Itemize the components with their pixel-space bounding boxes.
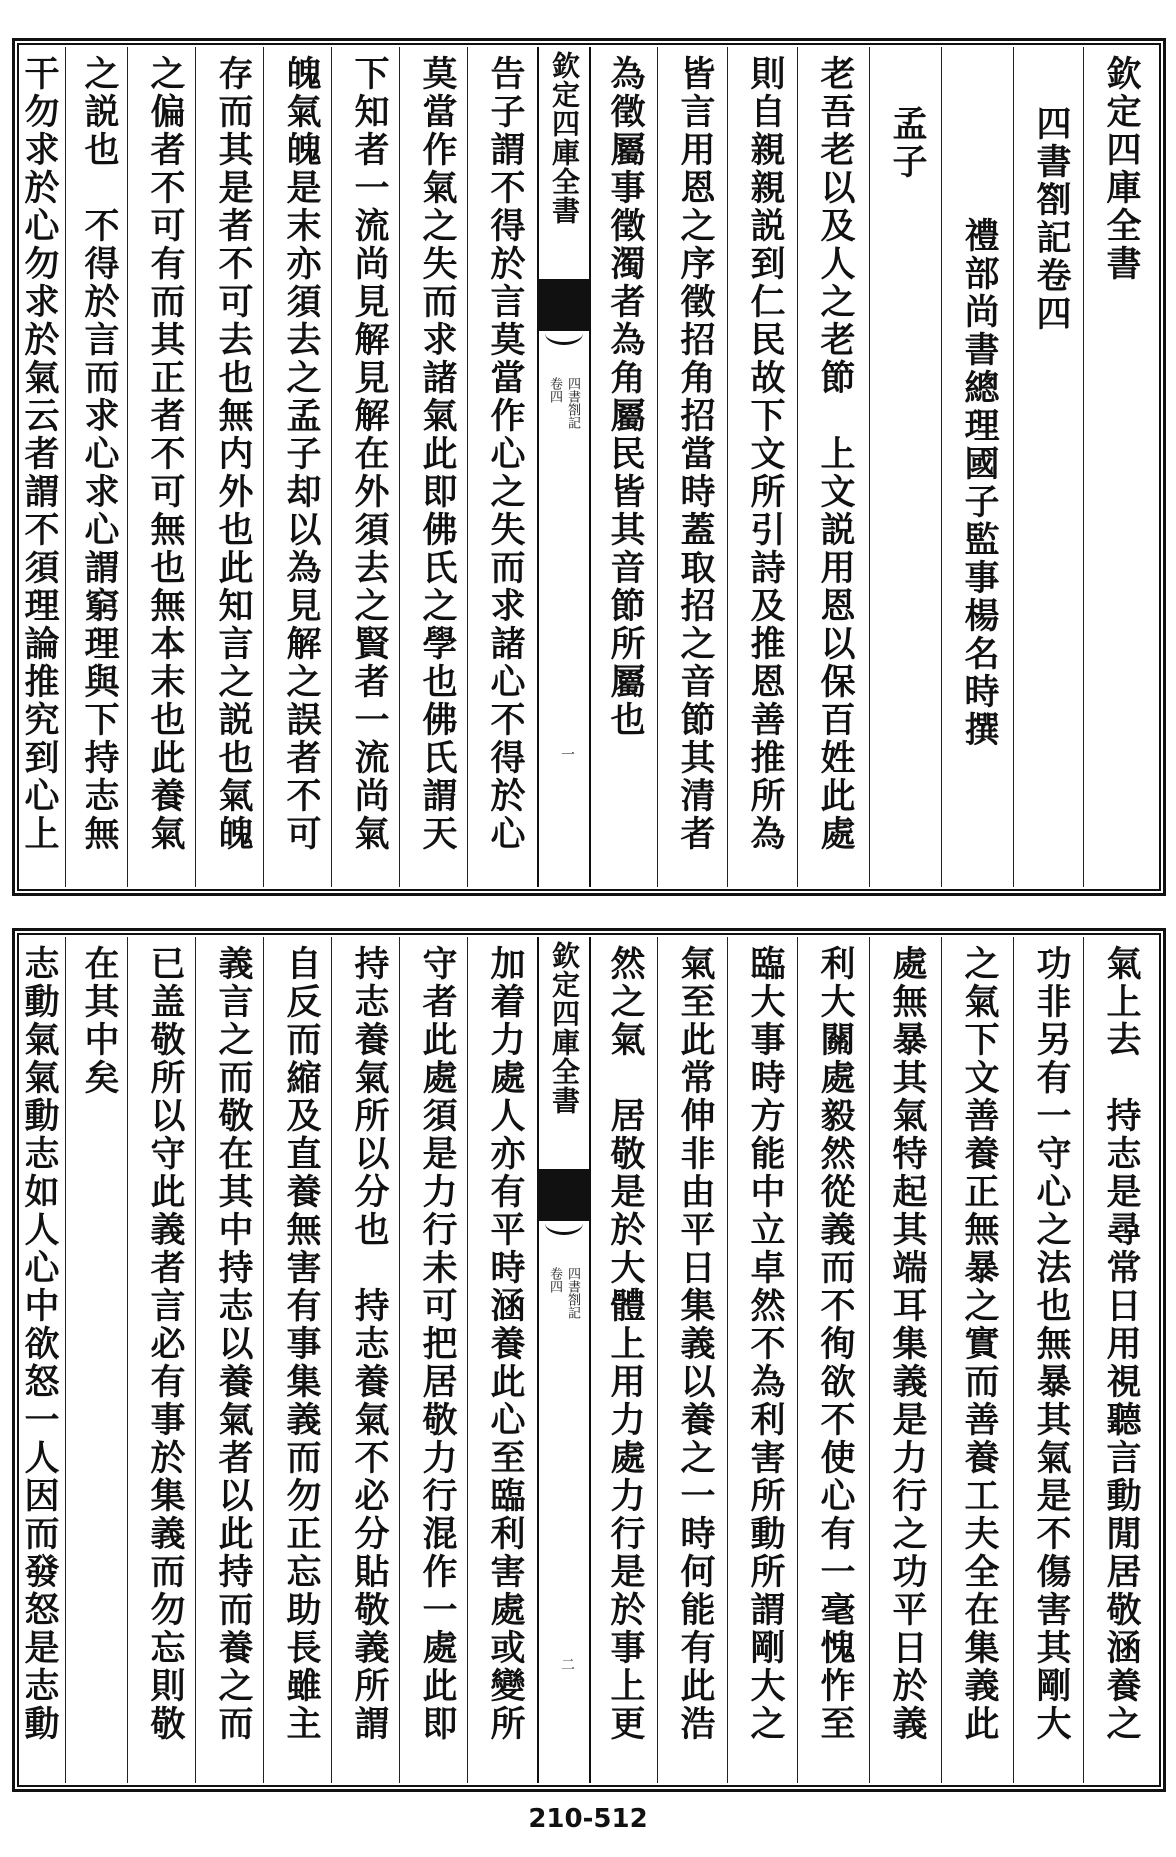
text-column: 加着力處人亦有平時涵養此心至臨利害處或變所 [485,945,526,1743]
text-column: 氣至此常伸非由平日集義以養之一時何能有此浩 [675,945,716,1743]
center-fold [537,937,591,1783]
column-rule [331,47,332,887]
text-column: 干勿求於心勿求於氣云者謂不須理論推究到心上 [19,55,60,853]
text-column: 功非另有一守心之法也無暴其氣是不傷害其剛大 [1031,945,1072,1743]
column-rule [467,47,468,887]
fold-title: 欽定四庫全書 [548,941,581,1115]
text-column: 持志養氣所以分也 持志養氣不必分貼敬義所謂 [349,945,390,1743]
text-column: 自反而縮及直養無害有事集義而勿正忘助長雖主 [281,945,322,1743]
column-rule [1013,937,1014,1783]
column-rule [1083,937,1084,1783]
column-rule [797,47,798,887]
fold-volume: 卷四 [547,1267,562,1293]
page-title: 欽定四庫全書 [1101,55,1142,283]
column-rule [331,937,332,1783]
fold-fishtail [539,1169,589,1221]
chapter-heading: 孟子 [887,105,928,181]
fold-book-name: 四書劄記 [565,377,580,429]
column-rule [869,47,870,887]
column-rule [195,937,196,1783]
text-column: 守者此處須是力行未可把居敬力行混作一處此即 [417,945,458,1743]
text-column: 下知者一流尚見解見解在外須去之賢者一流尚氣 [349,55,390,853]
text-column: 之偏者不可有而其正者不可無也無本末也此養氣 [145,55,186,853]
column-rule [399,937,400,1783]
fold-page-number: 二 [559,1657,575,1671]
column-rule [657,47,658,887]
fold-volume: 卷四 [547,377,562,403]
column-rule [657,937,658,1783]
text-column: 魄氣魄是末亦須去之孟子却以為見解之誤者不可 [281,55,322,853]
text-column: 利大關處毅然從義而不徇欲不使心有一毫愧怍至 [815,945,856,1743]
column-rule [727,47,728,887]
column-rule [727,937,728,1783]
column-rule [1083,47,1084,887]
bottom-page [12,928,1166,1792]
text-column: 告子謂不得於言莫當作心之失而求諸心不得於心 [485,55,526,853]
column-rule [127,47,128,887]
text-column: 在其中矣 [79,945,120,1097]
text-column: 存而其是者不可去也無内外也此知言之説也氣魄 [213,55,254,853]
text-column: 為徵屬事徵濁者為角屬民皆其音節所屬也 [605,55,646,739]
text-column: 志動氣氣動志如人心中欲怒一人因而發怒是志動 [19,945,60,1743]
book-title: 四書劄記卷四 [1031,105,1072,333]
text-column: 之説也 不得於言而求心求心謂窮理與下持志無 [79,55,120,853]
text-column: 皆言用恩之序徵招角招當時蓋取招之音節其清者 [675,55,716,853]
column-rule [869,937,870,1783]
text-column: 已盖敬所以守此義者言必有事於集義而勿忘則敬 [145,945,186,1743]
column-rule [127,937,128,1783]
column-rule [399,47,400,887]
text-column: 氣上去 持志是尋常日用視聽言動閒居敬涵養之 [1101,945,1142,1743]
fold-page-number: 一 [559,747,575,761]
column-rule [941,937,942,1783]
column-rule [1013,47,1014,887]
column-rule [263,937,264,1783]
text-column: 義言之而敬在其中持志以養氣者以此持而養之而 [213,945,254,1743]
column-rule [467,937,468,1783]
top-page [12,38,1166,896]
text-column: 處無暴其氣特起其端耳集義是力行之功平日於義 [887,945,928,1743]
column-rule [797,937,798,1783]
fold-title: 欽定四庫全書 [548,51,581,225]
fold-book-name: 四書劄記 [565,1267,580,1319]
column-rule [263,47,264,887]
center-fold [537,47,591,887]
text-column: 臨大事時方能中立卓然不為利害所動所謂剛大之 [745,945,786,1743]
text-column: 莫當作氣之失而求諸氣此即佛氏之學也佛氏謂天 [417,55,458,853]
fold-fishtail [539,279,589,331]
text-column: 則自親親説到仁民故下文所引詩及推恩善推所為 [745,55,786,853]
column-rule [941,47,942,887]
page-footer-number: 210-512 [528,1804,648,1834]
column-rule [195,47,196,887]
author-line: 禮部尚書總理國子監事楊名時撰 [959,217,1000,749]
text-column: 然之氣 居敬是於大體上用力處力行是於事上更 [605,945,646,1743]
text-column: 老吾老以及人之老節 上文説用恩以保百姓此處 [815,55,856,853]
text-column: 之氣下文善養正無暴之實而善養工夫全在集義此 [959,945,1000,1743]
